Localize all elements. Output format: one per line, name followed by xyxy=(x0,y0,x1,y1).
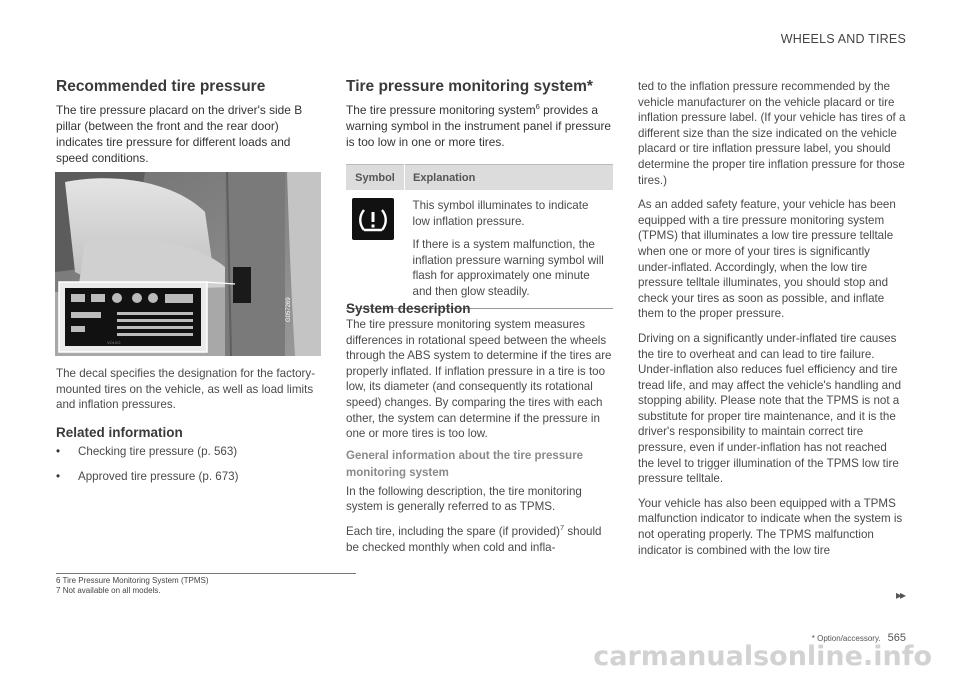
option-accessory-note: * Option/accessory. xyxy=(811,634,881,643)
tpms-paragraph-4: Your vehicle has also been equipped with a TPMS malfunction indicator to indicate when the system is not operating properly. The TPMS malfunction indicator is combined with the low tire xyxy=(638,496,903,557)
explanation-column-header: Explanation xyxy=(405,165,614,191)
symbol-explanation-1: This symbol illuminates to indicate low inflation pressure. xyxy=(412,199,589,228)
system-description-block xyxy=(346,301,613,555)
monthly-check-text-b: should be checked monthly when cold and infla- xyxy=(346,524,602,554)
footnote-ref-6: 6 xyxy=(535,102,540,112)
monthly-check-text xyxy=(346,524,613,555)
recommended-pressure-lede: The tire pressure placard on the driver's side B pillar (between the front and the rear door) indicates tire pressure for different loads and speed conditions. xyxy=(56,103,303,165)
tpms-paragraph-2: As an added safety feature, your vehicle has been equipped with a tire pressure monitoring system (TPMS) that illuminates a low tire pressure telltale when one or more of your tires is significantly under-inflated. Accordingly, when the low tire pressure telltale illuminates, you should stop and check your tires as soon as possible, and inflate them to the proper pressure. xyxy=(638,198,896,321)
tpms-intro-text-cont: provides a warning symbol in the instrument panel if pressure is too low in one or more tires. xyxy=(346,103,612,149)
list-item xyxy=(56,444,322,460)
related-info-title: Related information xyxy=(56,424,183,440)
tpms-title: Tire pressure monitoring system* xyxy=(346,78,593,95)
tpms-paragraph-3: Driving on a significantly under-inflated tire causes the tire to overheat and can lead to tire failure. Under-inflation also reduces fuel efficiency and tire tread life, and may affect the vehicle's handling and stopping ability. Please note that the TPMS is not a substitute for proper tire maintenance, and it is the driver's responsibility to maintain correct tire pressure, even if under-inflation has not reached the level to trigger illumination of the TPMS low tire pressure telltale. xyxy=(638,331,902,486)
footnote-ref-7: 7 xyxy=(559,523,565,533)
monthly-check-text-a: Each tire, including the spare (if provided) xyxy=(346,524,560,538)
tpms-paragraph-1: ted to the inflation pressure recommended by the vehicle manufacturer on the vehicle placard or tire inflation pressure label. (If your vehicle has tires of a different size than the size indicated on the vehicle placard or tire inflation pressure label, you should determine the proper tire inflation pressure for those tires.) xyxy=(638,80,906,187)
related-info-list xyxy=(56,444,322,485)
low-tire-pressure-warning-icon xyxy=(352,198,394,240)
column-tpms-continued xyxy=(638,79,906,558)
general-info-text: In the following description, the tire monitoring system is generally referred to as TPMS. xyxy=(346,484,582,514)
placard-brand: VOLVO xyxy=(107,340,121,345)
footnote-7 xyxy=(56,586,356,596)
related-link-approved-pressure[interactable]: Approved tire pressure (p. 673) xyxy=(78,470,239,484)
footnotes xyxy=(56,573,356,596)
footnote-6 xyxy=(56,576,356,586)
next-page-arrows[interactable]: ▸▸ xyxy=(895,588,904,602)
symbol-explanation-2: If there is a system malfunction, the inflation pressure warning symbol will flash for approximately one minute and then glow steadily. xyxy=(412,238,604,298)
list-item xyxy=(56,469,322,485)
symbol-table xyxy=(346,164,613,309)
footnote-6-number: 6 xyxy=(56,576,61,585)
system-description-text: The tire pressure monitoring system measures differences in rotational speed between the wheels through the ABS system to determine if the tires are properly inflated. If inflation pressure in a tire is too low, its diameter (and consequently its rotational speed) changes. By comparing the tires with each other, the system can determine if the pressure in one or more tires is too low. xyxy=(346,318,612,441)
footnote-7-number: 7 xyxy=(56,586,61,595)
related-link-checking-pressure[interactable]: Checking tire pressure (p. 563) xyxy=(78,444,238,458)
page-number: 565 xyxy=(887,632,906,644)
watermark: carmanualsonline.info xyxy=(593,641,932,672)
column-recommended-pressure xyxy=(56,78,322,166)
car-interior-illustration xyxy=(55,172,321,356)
system-description-title: System description xyxy=(346,301,471,316)
column-tpms xyxy=(346,78,613,309)
section-header: WHEELS AND TIRES xyxy=(780,32,906,46)
tire-placard-photo xyxy=(55,172,321,356)
table-row xyxy=(346,190,613,308)
footnote-7-text: Not available on all models. xyxy=(62,586,161,595)
symbol-column-header: Symbol xyxy=(346,165,405,191)
recommended-pressure-title: Recommended tire pressure xyxy=(56,78,266,95)
placard-caption: The decal specifies the designation for the factory-mounted tires on the vehicle, as well as load limits and inflation pressures. xyxy=(56,367,316,412)
general-info-subtitle: General information about the tire pressure monitoring system xyxy=(346,449,584,479)
placard-caption-block xyxy=(56,366,322,495)
tpms-intro xyxy=(346,102,613,150)
tpms-intro-text: The tire pressure monitoring system xyxy=(346,103,536,117)
footnote-6-text: Tire Pressure Monitoring System (TPMS) xyxy=(62,576,209,585)
photo-code: G057269 xyxy=(286,297,292,322)
